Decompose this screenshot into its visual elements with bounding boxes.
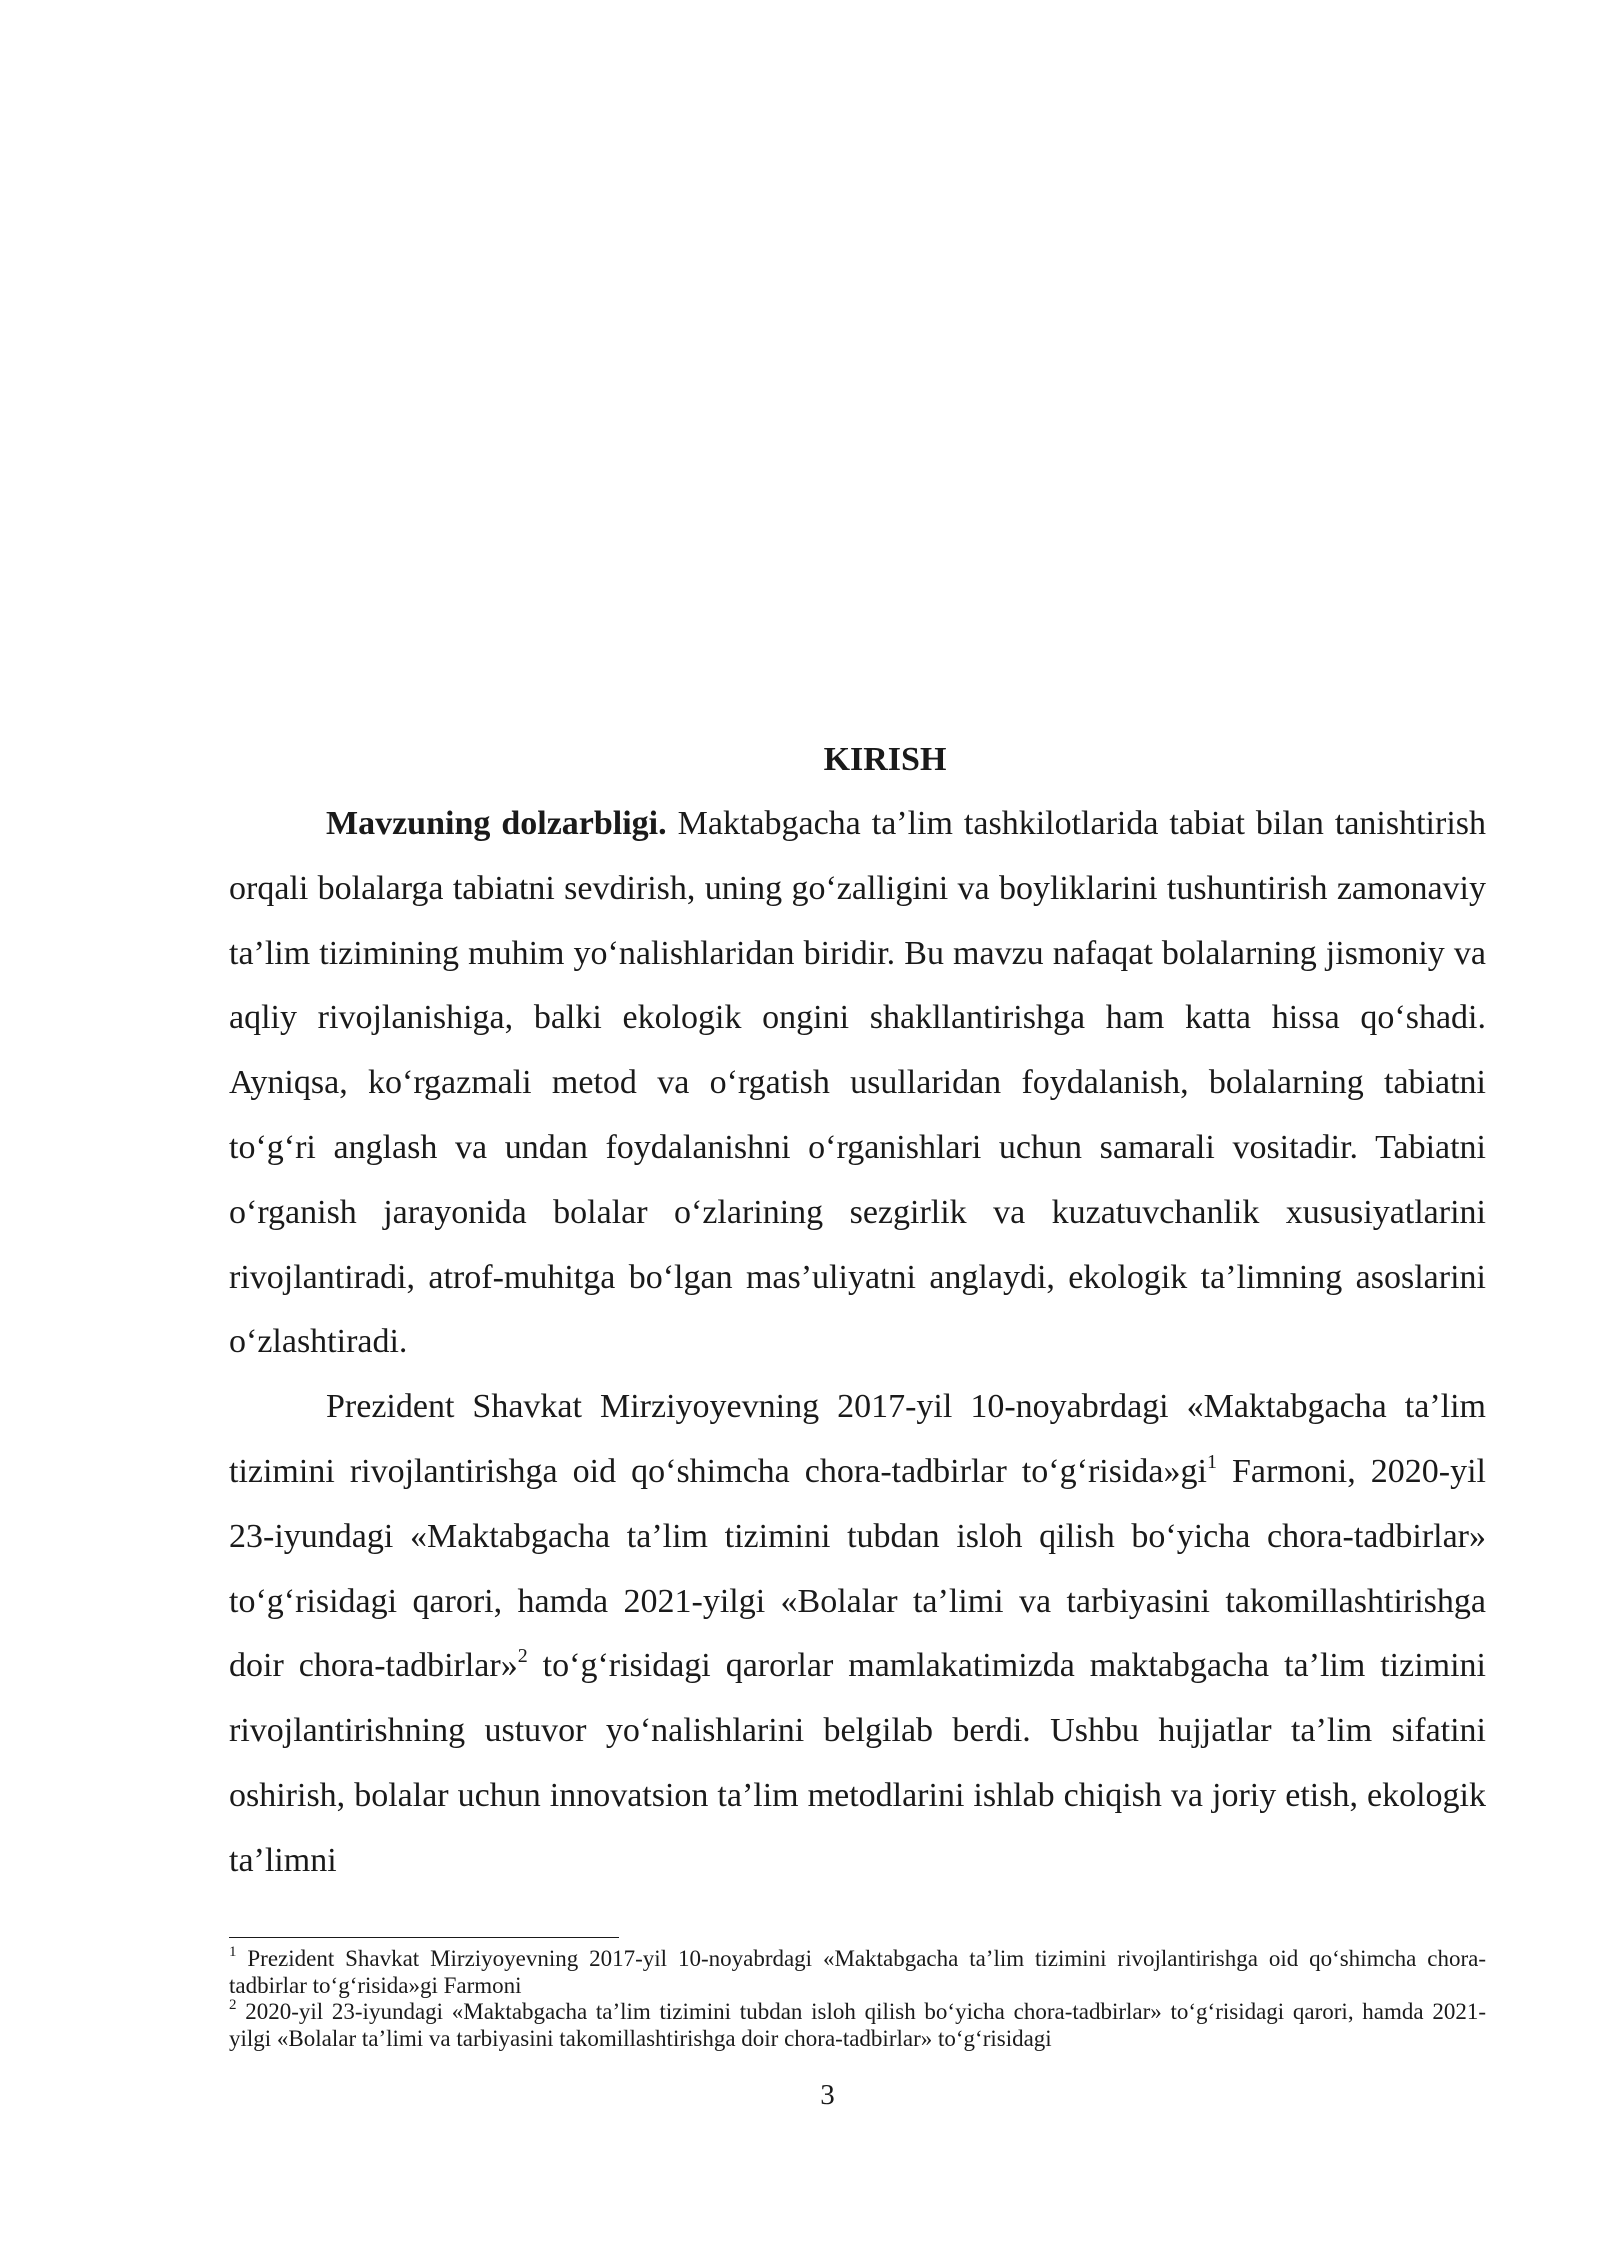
main-text xyxy=(229,728,1486,1894)
paragraph-body-part: Farmoni, 2020-yil 23-iyundagi «Maktabgacha ta’lim tizimini tubdan isloh qilish bo‘yicha chora-tadbirlar» to‘g‘risidagi qarori, hamda 2021-yilgi «Bolalar ta’limi va tarbiyasini takomillashtirishga doir chora-tadbirlar» xyxy=(229,1452,1486,1685)
paragraph-relevance xyxy=(229,792,1486,1375)
paragraph-body: Maktabgacha ta’lim tashkilotlarida tabiat bilan tanishtirish orqali bolalarga tabiatni sevdirish, uning go‘zalligini va boyliklarini tushuntirish zamonaviy ta’lim tizimining muhim yo‘nalishlaridan biridir. Bu mavzu nafaqat bolalarning jismoniy va aqliy rivojlanishiga, balki ekologik ongini shakllantirishga ham katta hissa qo‘shadi. Ayniqsa, ko‘rgazmali metod va o‘rgatish usullaridan foydalanish, bolalarning tabiatni to‘g‘ri anglash va undan foydalanishni o‘rganishlari uchun samarali vositadir. Tabiatni o‘rganish jarayonida bolalar o‘zlarining sezgirlik va kuzatuvchanlik xususiyatlarini rivojlantiradi, atrof-muhitga bo‘lgan mas’uliyatni anglaydi, ekologik ta’limning asoslarini o‘zlashtiradi. xyxy=(229,805,1487,1361)
footnote-ref-2[interactable]: 2 xyxy=(517,1645,528,1668)
paragraph-decrees xyxy=(229,1375,1486,1893)
paragraph-lead: Mavzuning dolzarbligi. xyxy=(326,805,667,842)
footnote-separator xyxy=(229,1937,619,1938)
section-heading: KIRISH xyxy=(823,741,947,778)
footnote-text: 2020-yil 23-iyundagi «Maktabgacha ta’lim tizimini tubdan isloh qilish bo‘yicha chora-tadbirlar» to‘g‘risidagi qarori, hamda 2021-yilgi «Bolalar ta’limi va tarbiyasini takomillashtirishga doir chora-tadbirlar» to‘g‘risidagi xyxy=(229,1999,1486,2051)
footnote-ref-1[interactable]: 1 xyxy=(1206,1450,1217,1473)
footnotes xyxy=(229,1937,1486,2052)
paragraph-body-part: Prezident Shavkat Mirziyoyevning 2017-yil 10-noyabrdagi «Maktabgacha ta’lim tizimini rivojlantirishga oid qo‘shimcha chora-tadbirlar to‘g‘risida»gi xyxy=(229,1388,1486,1490)
footnote-1 xyxy=(229,1946,1486,1999)
footnote-2 xyxy=(229,1999,1486,2052)
footnote-number: 1 xyxy=(229,1944,237,1961)
paragraph-body-part: to‘g‘risidagi qarorlar mamlakatimizda maktabgacha ta’lim tizimini rivojlantirishning ustuvor yo‘nalishlarini belgilab berdi. Ushbu hujjatlar ta’lim sifatini oshirish, bolalar uchun innovatsion ta’lim metodlarini ishlab chiqish va joriy etish, ekologik ta’limni xyxy=(229,1647,1486,1879)
page-number: 3 xyxy=(820,2079,835,2111)
footnote-text: Prezident Shavkat Mirziyoyevning 2017-yil 10-noyabrdagi «Maktabgacha ta’lim tizimini rivojlantirishga oid qo‘shimcha chora-tadbirlar to‘g‘risida»gi Farmoni xyxy=(229,1946,1486,1998)
footnote-number: 2 xyxy=(229,1997,237,2014)
